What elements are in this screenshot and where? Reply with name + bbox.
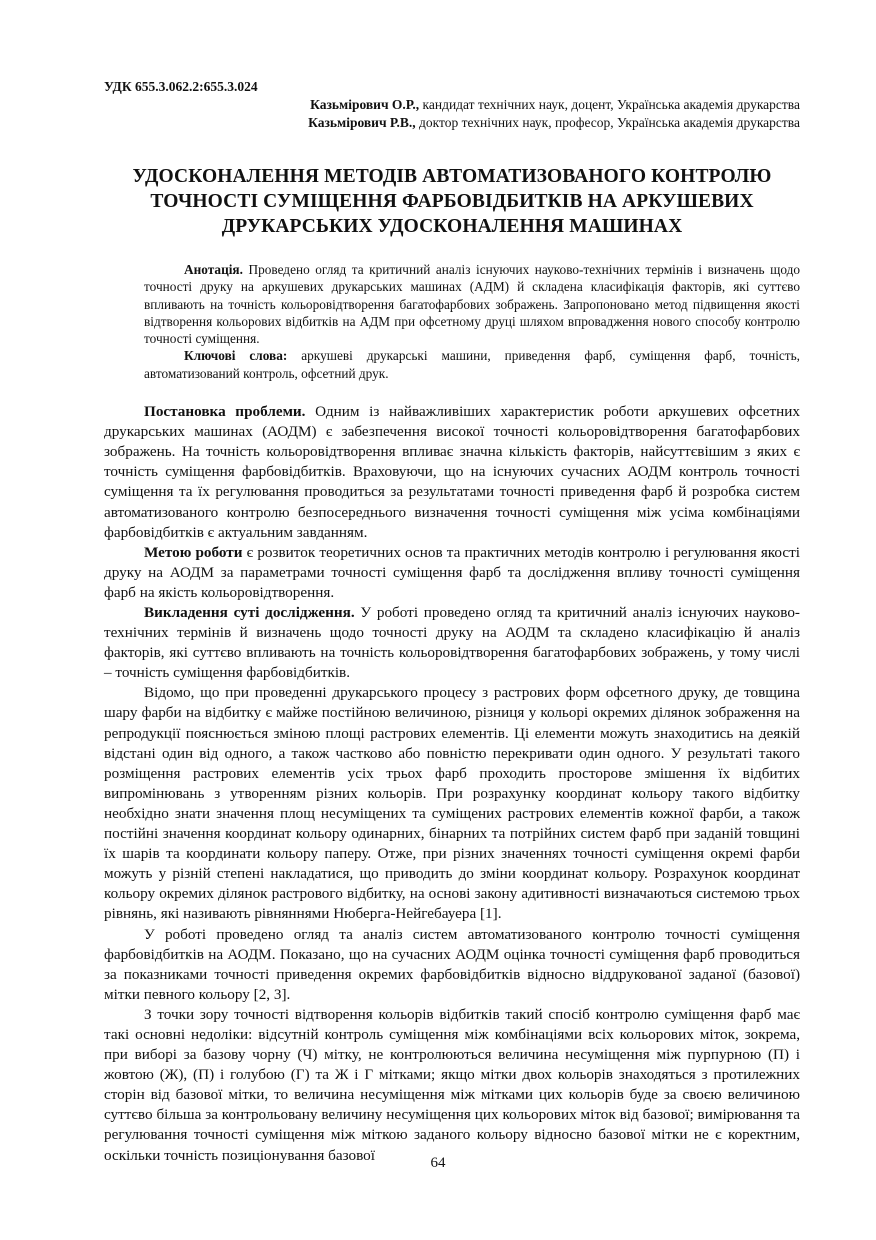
author-name-1: Казьмірович О.Р., [310,97,420,112]
paragraph-review: У роботі проведено огляд та аналіз систем автоматизованого контролю точності суміщення фарбовідбитків на АОДМ. Показано, що на сучасних АОДМ оцінка точності суміщення фарб проводиться за показниками точності приведення окремих фарбовідбитків відносно віддрукованої заданої (базової) мітки певного кольору [2, 3]. [104,925,800,1003]
research-label: Викладення суті дослідження. [144,604,355,622]
body-text [104,402,800,1166]
abstract-block [144,261,800,382]
author-line-2 [104,114,800,132]
research-text: У роботі проведено огляд та критичний аналіз існуючих науково-технічних термінів й визначень щодо точності друку на АОДМ та складено класифікацію й аналіз факторів, які суттєво впливають на точність кольоровідтворення багатофарбових зображень, у тому числі – точність суміщення фарбовідбитків. [104,604,800,682]
author-line-1 [104,96,800,114]
paragraph-research [104,603,800,683]
paper-title: УДОСКОНАЛЕННЯ МЕТОДІВ АВТОМАТИЗОВАНОГО КОНТРОЛЮ ТОЧНОСТІ СУМІЩЕННЯ ФАРБОВІДБИТКІВ НА АРКУШЕВИХ ДРУКАРСЬКИХ УДОСКОНАЛЕННЯ МАШИНАХ [132,166,772,237]
author-name-2: Казьмірович Р.В., [308,115,416,130]
paragraph-known: Відомо, що при проведенні друкарського процесу з растрових форм офсетного друку, де товщина шару фарби на відбитку є майже постійною величиною, різниця у кольорі окремих ділянок зображення на репродукції пояснюється зміною площі растрових елементів. Ці елементи можуть знаходитись на деякій відстані один від одного, а також частково або повністю перекривати один одного. У результаті такого розміщення растрових елементів усіх трьох фарб проходить просторове змішення їх відбитих випромінювань з утворенням різних кольорів. При розрахунку координат кольору такого відбитку необхідно знати значення площ несуміщених та суміщених растрових елементів кожної фарби, а також постійні значення координат кольору одинарних, бінарних та потрійних систем фарб при заданій товщині їх шарів та координати кольору паперу. Отже, при різних значеннях точності суміщення окремі фарби можуть у різній степені накладатися, що приводить до зміни координат кольору. Розрахунок координат кольору окремих ділянок растрового відбитку, на основі закону адитивності визначаються системою трьох рівнянь, які називають рівняннями Нюберга-Нейгебауера [1]. [104,684,800,923]
keywords-paragraph [144,347,800,382]
page [104,78,800,1166]
abstract-text: Проведено огляд та критичний аналіз існуючих науково-технічних термінів і визначень щодо точності друку на аркушевих друкарських машинах (АДМ) й складена класифікація факторів, які суттєво впливають на точність кольоровідтворення багатофарбових зображень. Запропоновано метод підвищення якості відтворення кольорових відбитків на АДМ при офсетному друці шляхом впровадження нового способу контролю точності суміщення. [144,262,800,347]
goal-text: є розвиток теоретичних основ та практичних методів контролю і регулювання якості друку на АОДМ за параметрами точності суміщення фарб та дослідження впливу точності суміщення фарб на якість кольоровідтворення. [104,543,800,601]
abstract-label: Анотація. [184,262,243,277]
paragraph-drawbacks: З точки зору точності відтворення кольорів відбитків такий спосіб контролю суміщення фарб має такі основні недоліки: відсутній контроль суміщення між комбінаціями всіх кольорових міток, зокрема, при виборі за базову чорну (Ч) мітку, не контролюються величина несуміщення між пурпурною (П) і жовтою (Ж), (П) і голубою (Г) та Ж і Г мітками; якщо мітки двох кольорів знаходяться з протилежних сторін від базової мітки, то величина несуміщення між мітками цих кольорів буде за своєю величиною суттєво більша за контрольовану величину несуміщення цих кольорових міток від базової; вимірювання та регулювання точності суміщення між міткою заданого кольору відносно базової мітки не є коректним, оскільки точність позиціонування базової [104,1005,800,1164]
authors-block [104,96,800,132]
goal-label: Метою роботи [144,543,243,561]
paragraph-problem [104,402,800,543]
udk-code: УДК 655.3.062.2:655.3.024 [104,79,258,94]
abstract-paragraph [144,261,800,347]
problem-text: Одним із найважливіших характеристик роботи аркушевих офсетних друкарських машинах (АОДМ) є забезпечення високої точності кольоровідтворення багатофарбових зображень. На точність кольоровідтворення впливає значна кількість факторів, найсуттєвішим з яких є точність суміщення фарбовідбитків. Враховуючи, що на існуючих сучасних АОДМ контроль точності суміщення та їх регулювання проводиться за результатами точності приведення фарб й розробка систем автоматизованого контролю безпосереднього визначення точності суміщення між усіма комбінаціями фарбовідбитків є актуальним завданням. [104,403,800,541]
keywords-label: Ключові слова: [184,348,288,364]
author-affiliation-2: доктор технічних наук, професор, Українська академія друкарства [415,115,800,130]
problem-label: Постановка проблеми. [144,403,306,421]
page-number: 64 [430,1155,446,1171]
keywords-text: аркушеві друкарські машини, приведення фарб, суміщення фарб, точність, автоматизований контроль, офсетний друк. [144,348,800,381]
author-affiliation-1: кандидат технічних наук, доцент, Українська академія друкарства [419,97,800,112]
paragraph-goal [104,543,800,603]
